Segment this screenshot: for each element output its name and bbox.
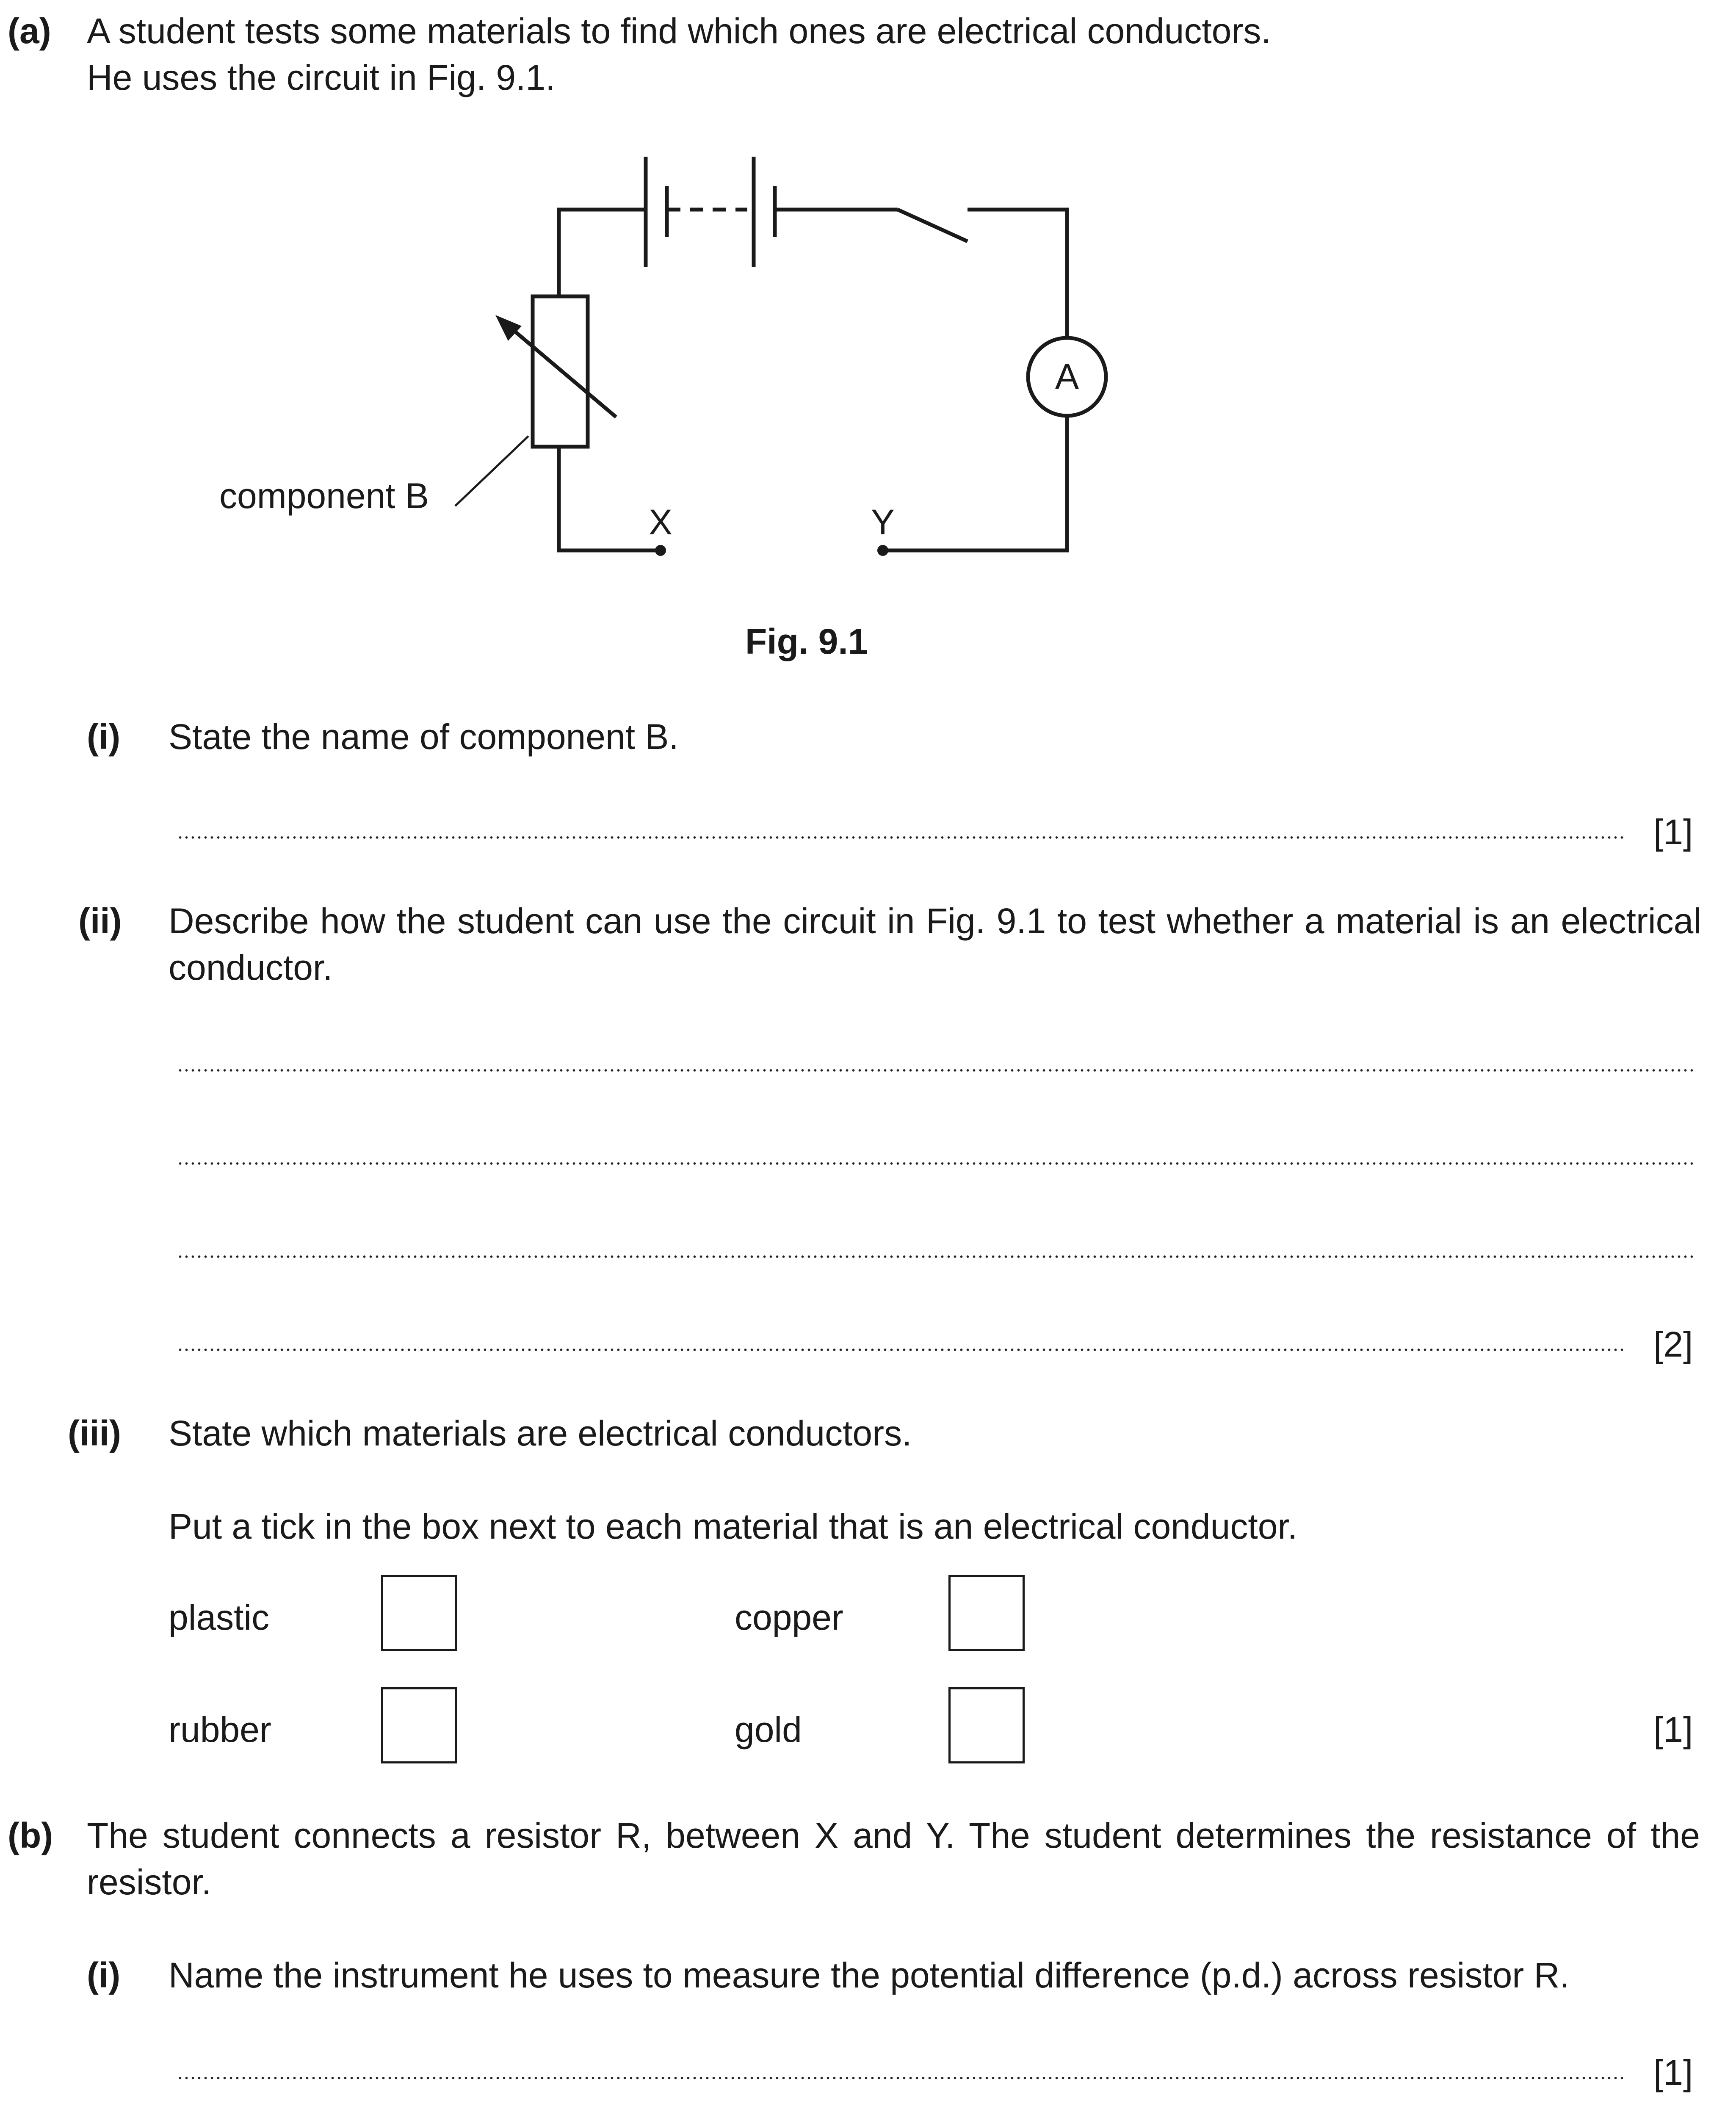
q-a-ii-label: (ii) [78,901,122,941]
answer-line-a-ii-2[interactable] [177,1162,1695,1165]
q-a-i-marks: [1] [1653,812,1693,852]
tick-box-gold[interactable] [948,1687,1025,1763]
material-label-plastic: plastic [169,1597,270,1637]
tick-box-rubber[interactable] [381,1687,457,1763]
q-a-ii-text: Describe how the student can use the circuit in Fig. 9.1 to test whether a material is an electrical conductor. [169,901,1701,987]
ammeter-symbol: A [1055,357,1079,396]
answer-line-a-ii-3[interactable] [177,1255,1695,1258]
material-label-gold: gold [735,1710,802,1749]
tick-box-copper[interactable] [948,1575,1025,1651]
q-a-i-text: State the name of component B. [169,717,679,757]
material-label-rubber: rubber [169,1710,271,1749]
terminal-x-dot [655,545,666,556]
part-b-label: (b) [8,1816,53,1855]
component-b-leader [455,436,528,506]
q-a-iii-text: State which materials are electrical conductors. [169,1413,912,1453]
wire-left-top [559,210,646,296]
q-a-iii-instruction: Put a tick in the box next to each material that is an electrical conductor. [169,1506,1298,1546]
part-a-intro-line2: He uses the circuit in Fig. 9.1. [87,58,556,97]
answer-line-b-i[interactable] [177,2077,1625,2079]
terminal-y-label: Y [871,502,895,542]
part-a-intro-line1: A student tests some materials to find which ones are electrical conductors. [87,11,1271,51]
q-a-iii-marks: [1] [1653,1710,1693,1749]
variable-resistor-arrowhead [495,315,522,341]
tick-box-plastic[interactable] [381,1575,457,1651]
q-b-i-label: (i) [87,1955,121,1995]
q-a-iii-label: (iii) [68,1413,121,1453]
q-a-ii-marks: [2] [1653,1324,1693,1364]
figure-caption: Fig. 9.1 [745,622,868,661]
component-b-label: component B [219,476,429,516]
wire-resistor-to-x [559,447,661,550]
answer-line-a-i[interactable] [177,836,1625,839]
answer-line-a-ii-4[interactable] [177,1349,1625,1351]
q-a-i-label: (i) [87,717,121,757]
part-b-text: The student connects a resistor R, between X and Y. The student determines the resistance of the resistor. [87,1816,1700,1902]
q-b-i-text: Name the instrument he uses to measure the potential difference (p.d.) across resistor R. [169,1955,1570,1995]
switch-lever [898,210,968,241]
terminal-x-label: X [648,502,673,542]
variable-resistor-arrow-line [506,324,616,417]
wire-switch-to-ammeter [968,210,1067,339]
terminal-y-dot [877,545,888,556]
q-b-i-marks: [1] [1653,2053,1693,2092]
answer-line-a-ii-1[interactable] [177,1069,1695,1072]
material-label-copper: copper [735,1597,843,1637]
circuit-diagram [0,0,1736,593]
part-a-label: (a) [8,11,51,51]
wire-ammeter-to-y [883,416,1067,550]
